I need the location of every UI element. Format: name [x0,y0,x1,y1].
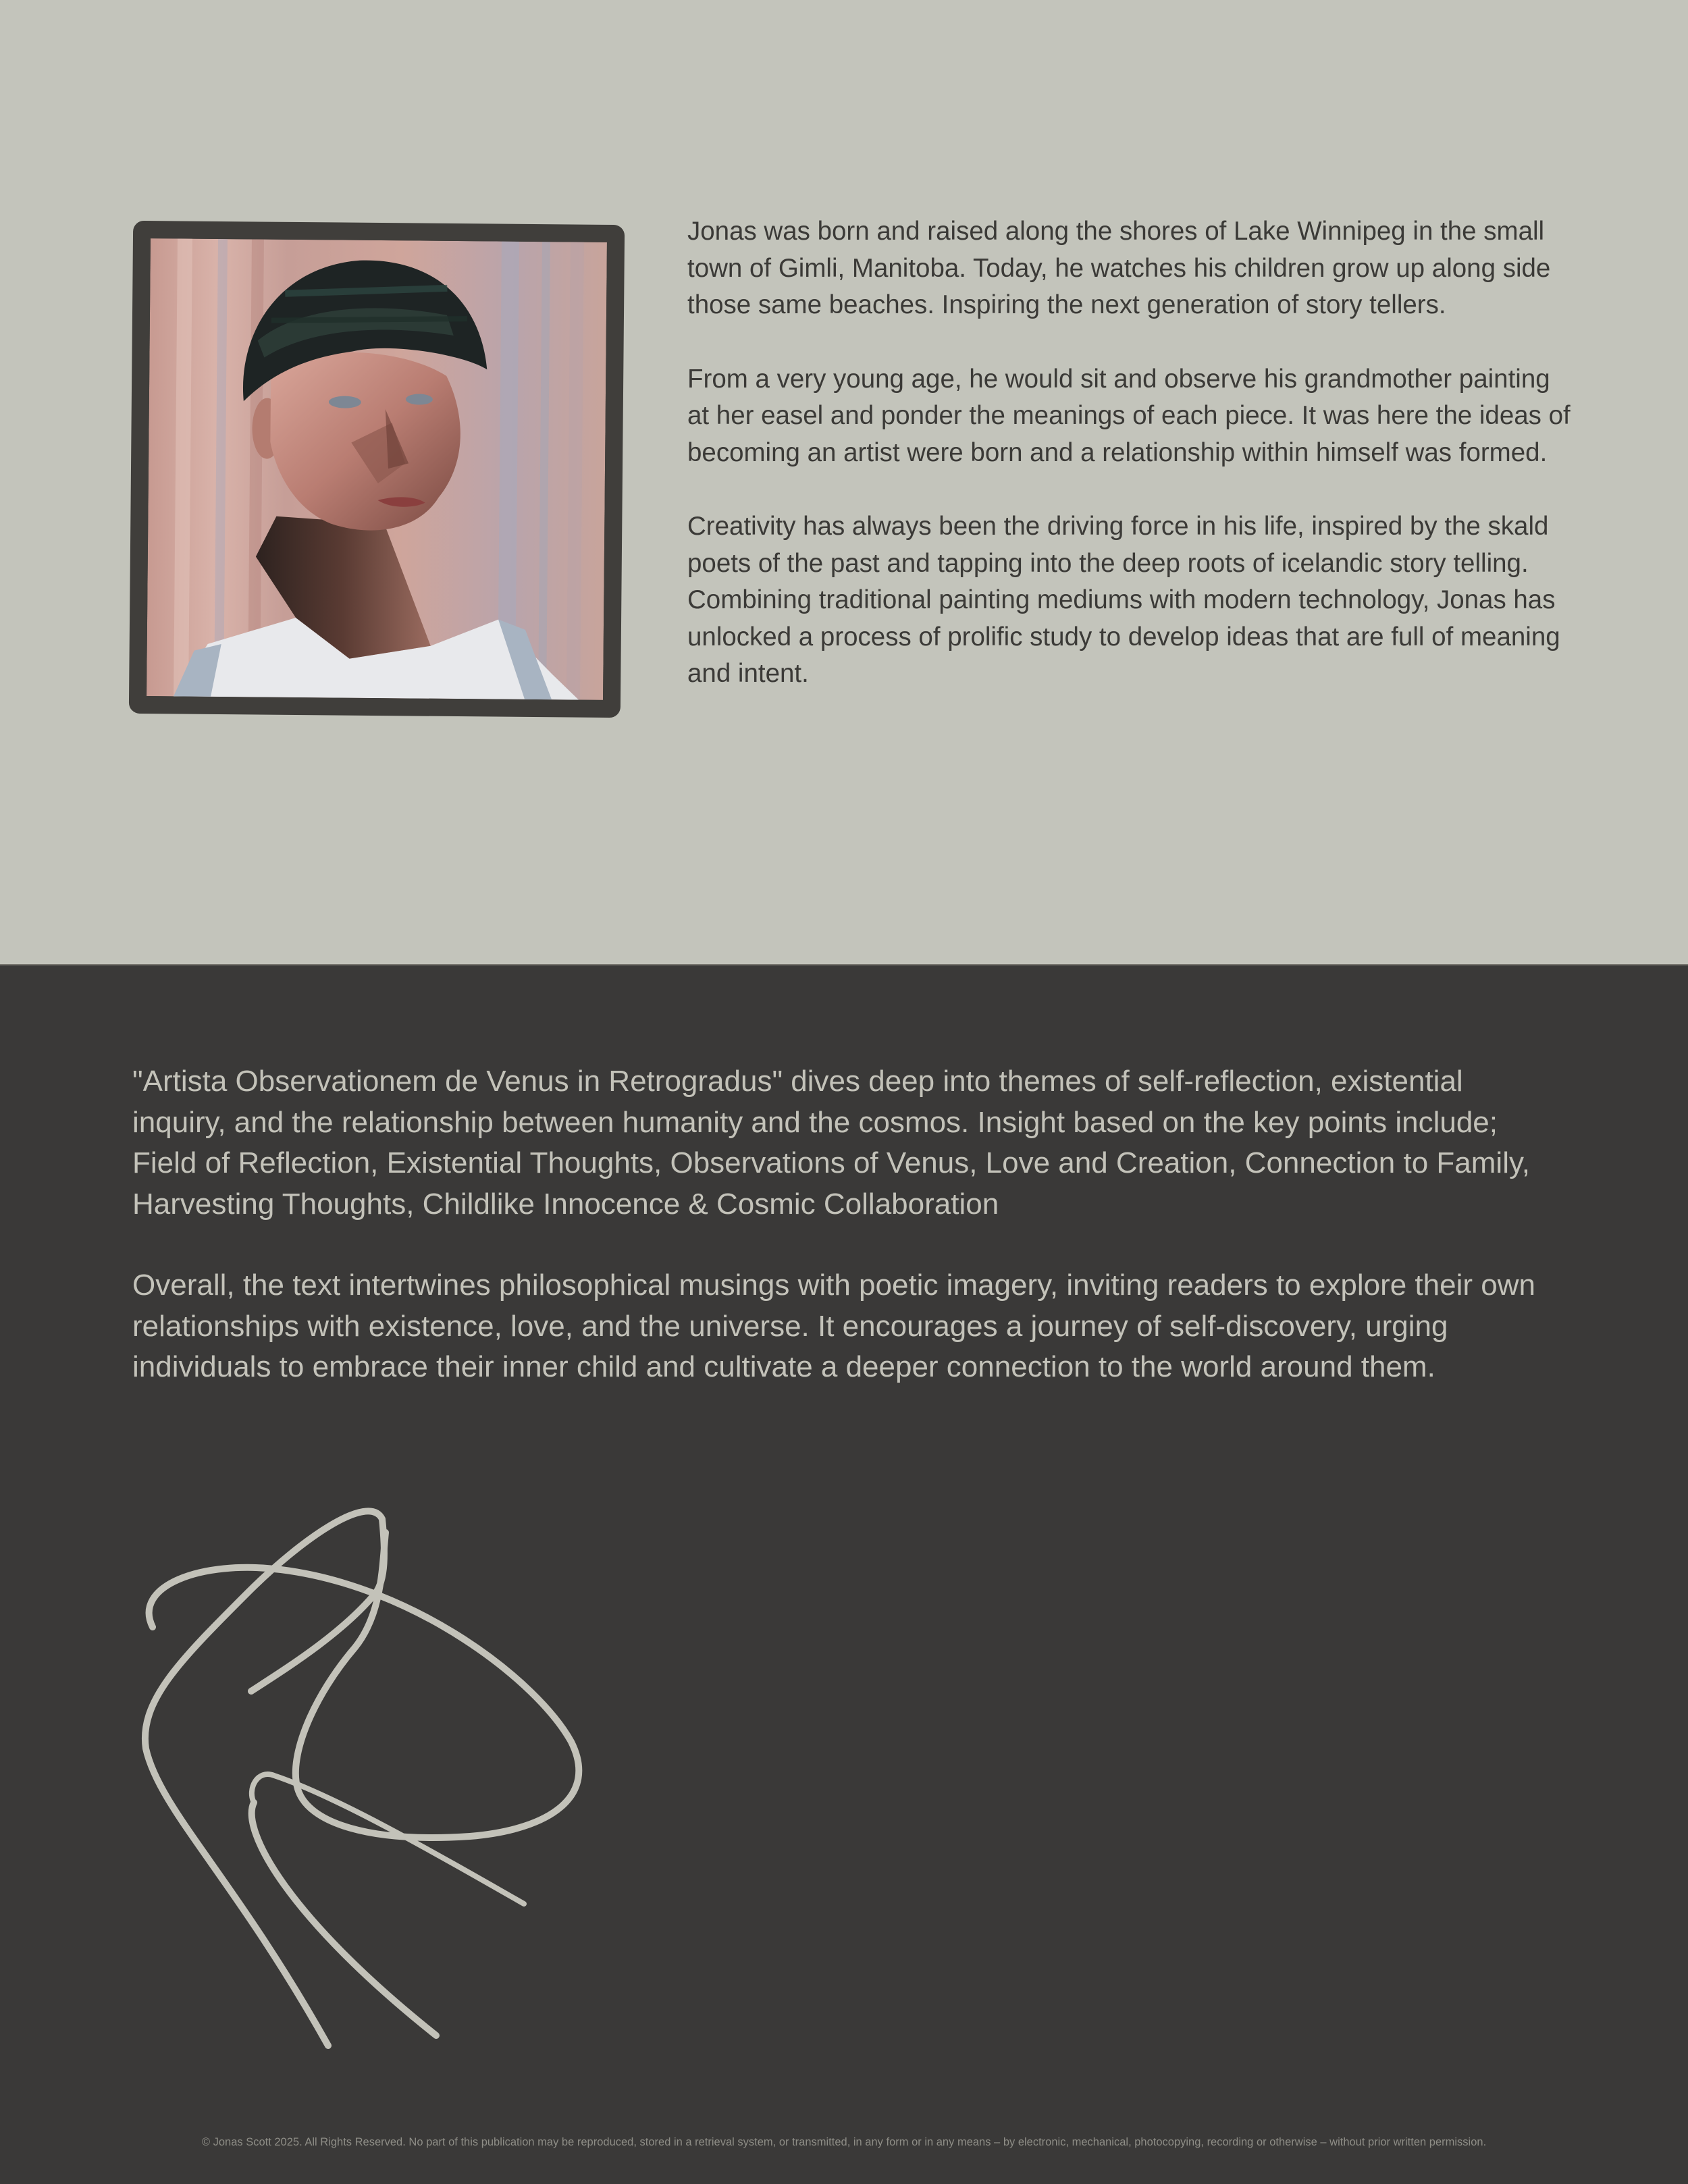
bio-section [0,0,1688,964]
bio-paragraph: From a very young age, he would sit and observe his grandmother painting at her easel and ponder the meanings of each piece. It was here the ideas of becoming an artist were born and a relationship within himself was formed. [687,364,1571,467]
artist-bio [687,213,1579,730]
signature-loop-stroke [183,1525,459,2046]
bio-paragraph: Creativity has always been the driving force in his life, inspired by the skald poets of the past and tapping into the deep roots of icelandic story telling. Combining traditional painting mediums with modern technology, Jonas has unlocked a process of prolific study to develop ideas that are full of meaning and intent. [687,512,1560,688]
artist-signature [132,1506,740,2079]
copyright-footer: © Jonas Scott 2025. All Rights Reserved. No part of this publication may be reproduced, stored in a retrieval system, or transmitted, in any form or in any means – by electronic, mechanical, photocopying, recording or otherwise – without prior written permission. [201,2136,1487,2148]
summary-paragraph: Overall, the text intertwines philosophical musings with poetic imagery, inviting readers to explore their own relationships with existence, love, and the universe. It encourages a journey of self-discovery, urging individuals to embrace their inner child and cultivate a deeper connection to the world around them. [132,1269,1535,1383]
signature-a-stroke [145,1511,384,2046]
summary-paragraph: "Artista Observationem de Venus in Retrogradus" dives deep into themes of self-reflection, existential inquiry, and the relationship between humanity and the cosmos. Insight based on the key points include; Field of Reflection, Existential Thoughts, Observations of Venus, Love and Creation, Connection to Family, Harvesting Thoughts, Childlike Innocence & Cosmic Collaboration [132,1065,1530,1221]
bio-paragraph: Jonas was born and raised along the shores of Lake Winnipeg in the small town of Gimli, Manitoba. Today, he watches his children grow up along side those same beaches. Inspiring the next generation of story tellers. [687,217,1551,319]
artist-portrait-frame [129,221,625,718]
work-summary [132,1061,1557,1429]
signature-cross-stroke [252,1774,524,1904]
artist-portrait-painting [147,238,607,700]
signature-oval-stroke [149,1533,579,1838]
